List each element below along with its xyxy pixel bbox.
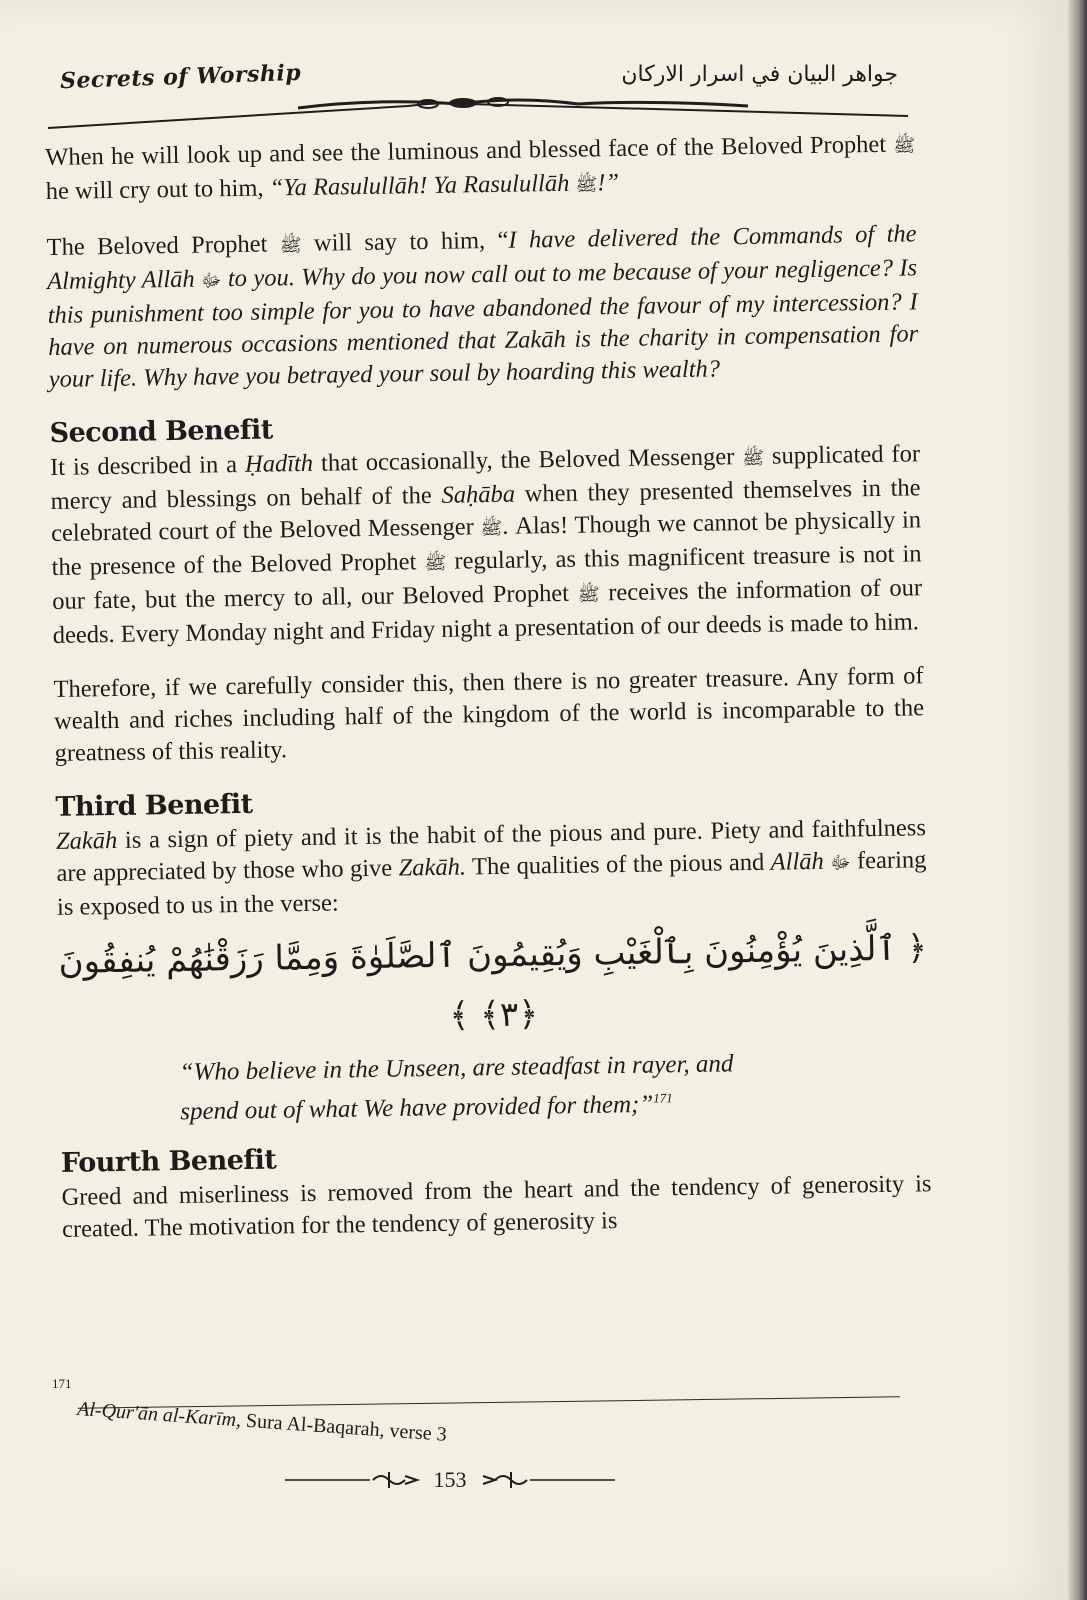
heading-third-benefit: Third Benefit	[55, 788, 253, 823]
main-text	[45, 128, 933, 1268]
heading-second-benefit: Second Benefit	[49, 414, 273, 449]
quran-verse-arabic: ﴿ ٱلَّذِينَ يُؤْمِنُونَ بِٱلْغَيْبِ وَيُقِيمُونَ ٱلصَّلَوٰةَ وَمِمَّا رَزَقْنَٰهُمْ يُنفِقُونَ ﴿٣﴾ ﴾	[58, 928, 928, 1036]
jalla-symbol: ﷻ	[830, 852, 851, 874]
third-benefit-paragraph: Zakāh is a sign of piety and it is the habit of the pious and pure. Piety and faithfulness are appreciated by those who give Zakāh. The qualities of the pious and Allāh ﷻ fearing is exposed to us in the verse:	[55, 814, 927, 921]
second-benefit-paragraph-1: It is described in a Ḥadīth that occasionally, the Beloved Messenger ﷺ supplicated for mercy and blessings on behalf of the Saḥāba when they presented themselves in the celebrated court of the Beloved Messenger ﷺ. Alas! Though we cannot be physically in the presence of the Beloved Prophet ﷺ regularly, as this magnificent treasure is not in our fate, but the mercy to all, our Beloved Prophet ﷺ receives the information of our deeds. Every Monday night and Friday night a presentation of our deeds is made to him.	[49, 440, 923, 649]
heading-fourth-benefit: Fourth Benefit	[60, 1144, 277, 1180]
footnote-number: 171	[52, 1376, 72, 1391]
running-header-left: Secrets of Worship	[59, 59, 302, 95]
salla-symbol: ﷺ	[577, 584, 600, 606]
salla-symbol: ﷺ	[279, 234, 302, 257]
jalla-symbol: ﷻ	[200, 270, 222, 292]
verse-translation: “Who believe in the Unseen, are steadfast in rayer, and spend out of what We have provided for them;”$^{171}$	[179, 1050, 734, 1126]
salla-symbol: ﷺ	[742, 447, 765, 470]
salla-symbol: ﷺ	[893, 135, 916, 157]
book-page-edge	[1068, 0, 1087, 1600]
page-number: 153	[433, 1467, 467, 1492]
page-number-area	[285, 1466, 615, 1494]
paragraph-2: The Beloved Prophet ﷺ will say to him, “I have delivered the Commands of the Almighty Allāh ﷻ to you. Why do you now call out to me because of your negligence? Is this punishment too simple for you to have abandoned the favour of my intercession? I have on numerous occasions mentioned that Zakāh is the charity in compensation for your life. Why have you betrayed your soul by hoarding this wealth?	[46, 220, 919, 393]
running-header-right: جواهر البيان في اسرار الاركان	[621, 62, 898, 87]
salla-symbol: ﷺ	[480, 517, 503, 540]
salla-symbol: ﷺ	[424, 552, 447, 575]
header-ornament-divider	[48, 96, 908, 132]
fourth-benefit-paragraph: Greed and miserliness is removed from the heart and the tendency of generosity is created. The motivation for the tendency of generosity is	[61, 1170, 932, 1244]
footnote-text: Al-Qur'ān al-Karīm, Sura Al-Baqarah, verse 3	[76, 1398, 448, 1446]
salla-symbol: ﷺ	[575, 174, 598, 196]
footnote-reference: 171	[653, 1090, 673, 1106]
paragraph-1: When he will look up and see the luminous and blessed face of the Beloved Prophet ﷺ he will cry out to him, “Ya Rasulullāh! Ya Rasulullāh ﷺ!”	[45, 130, 916, 205]
page-number-ornament-right	[475, 1466, 615, 1494]
page-number-ornament-left	[285, 1466, 425, 1494]
second-benefit-paragraph-2: Therefore, if we carefully consider this, then there is no greater treasure. Any form of wealth and riches including half of the kingdom of the world is incomparable to the greatness of this reality.	[53, 662, 925, 767]
